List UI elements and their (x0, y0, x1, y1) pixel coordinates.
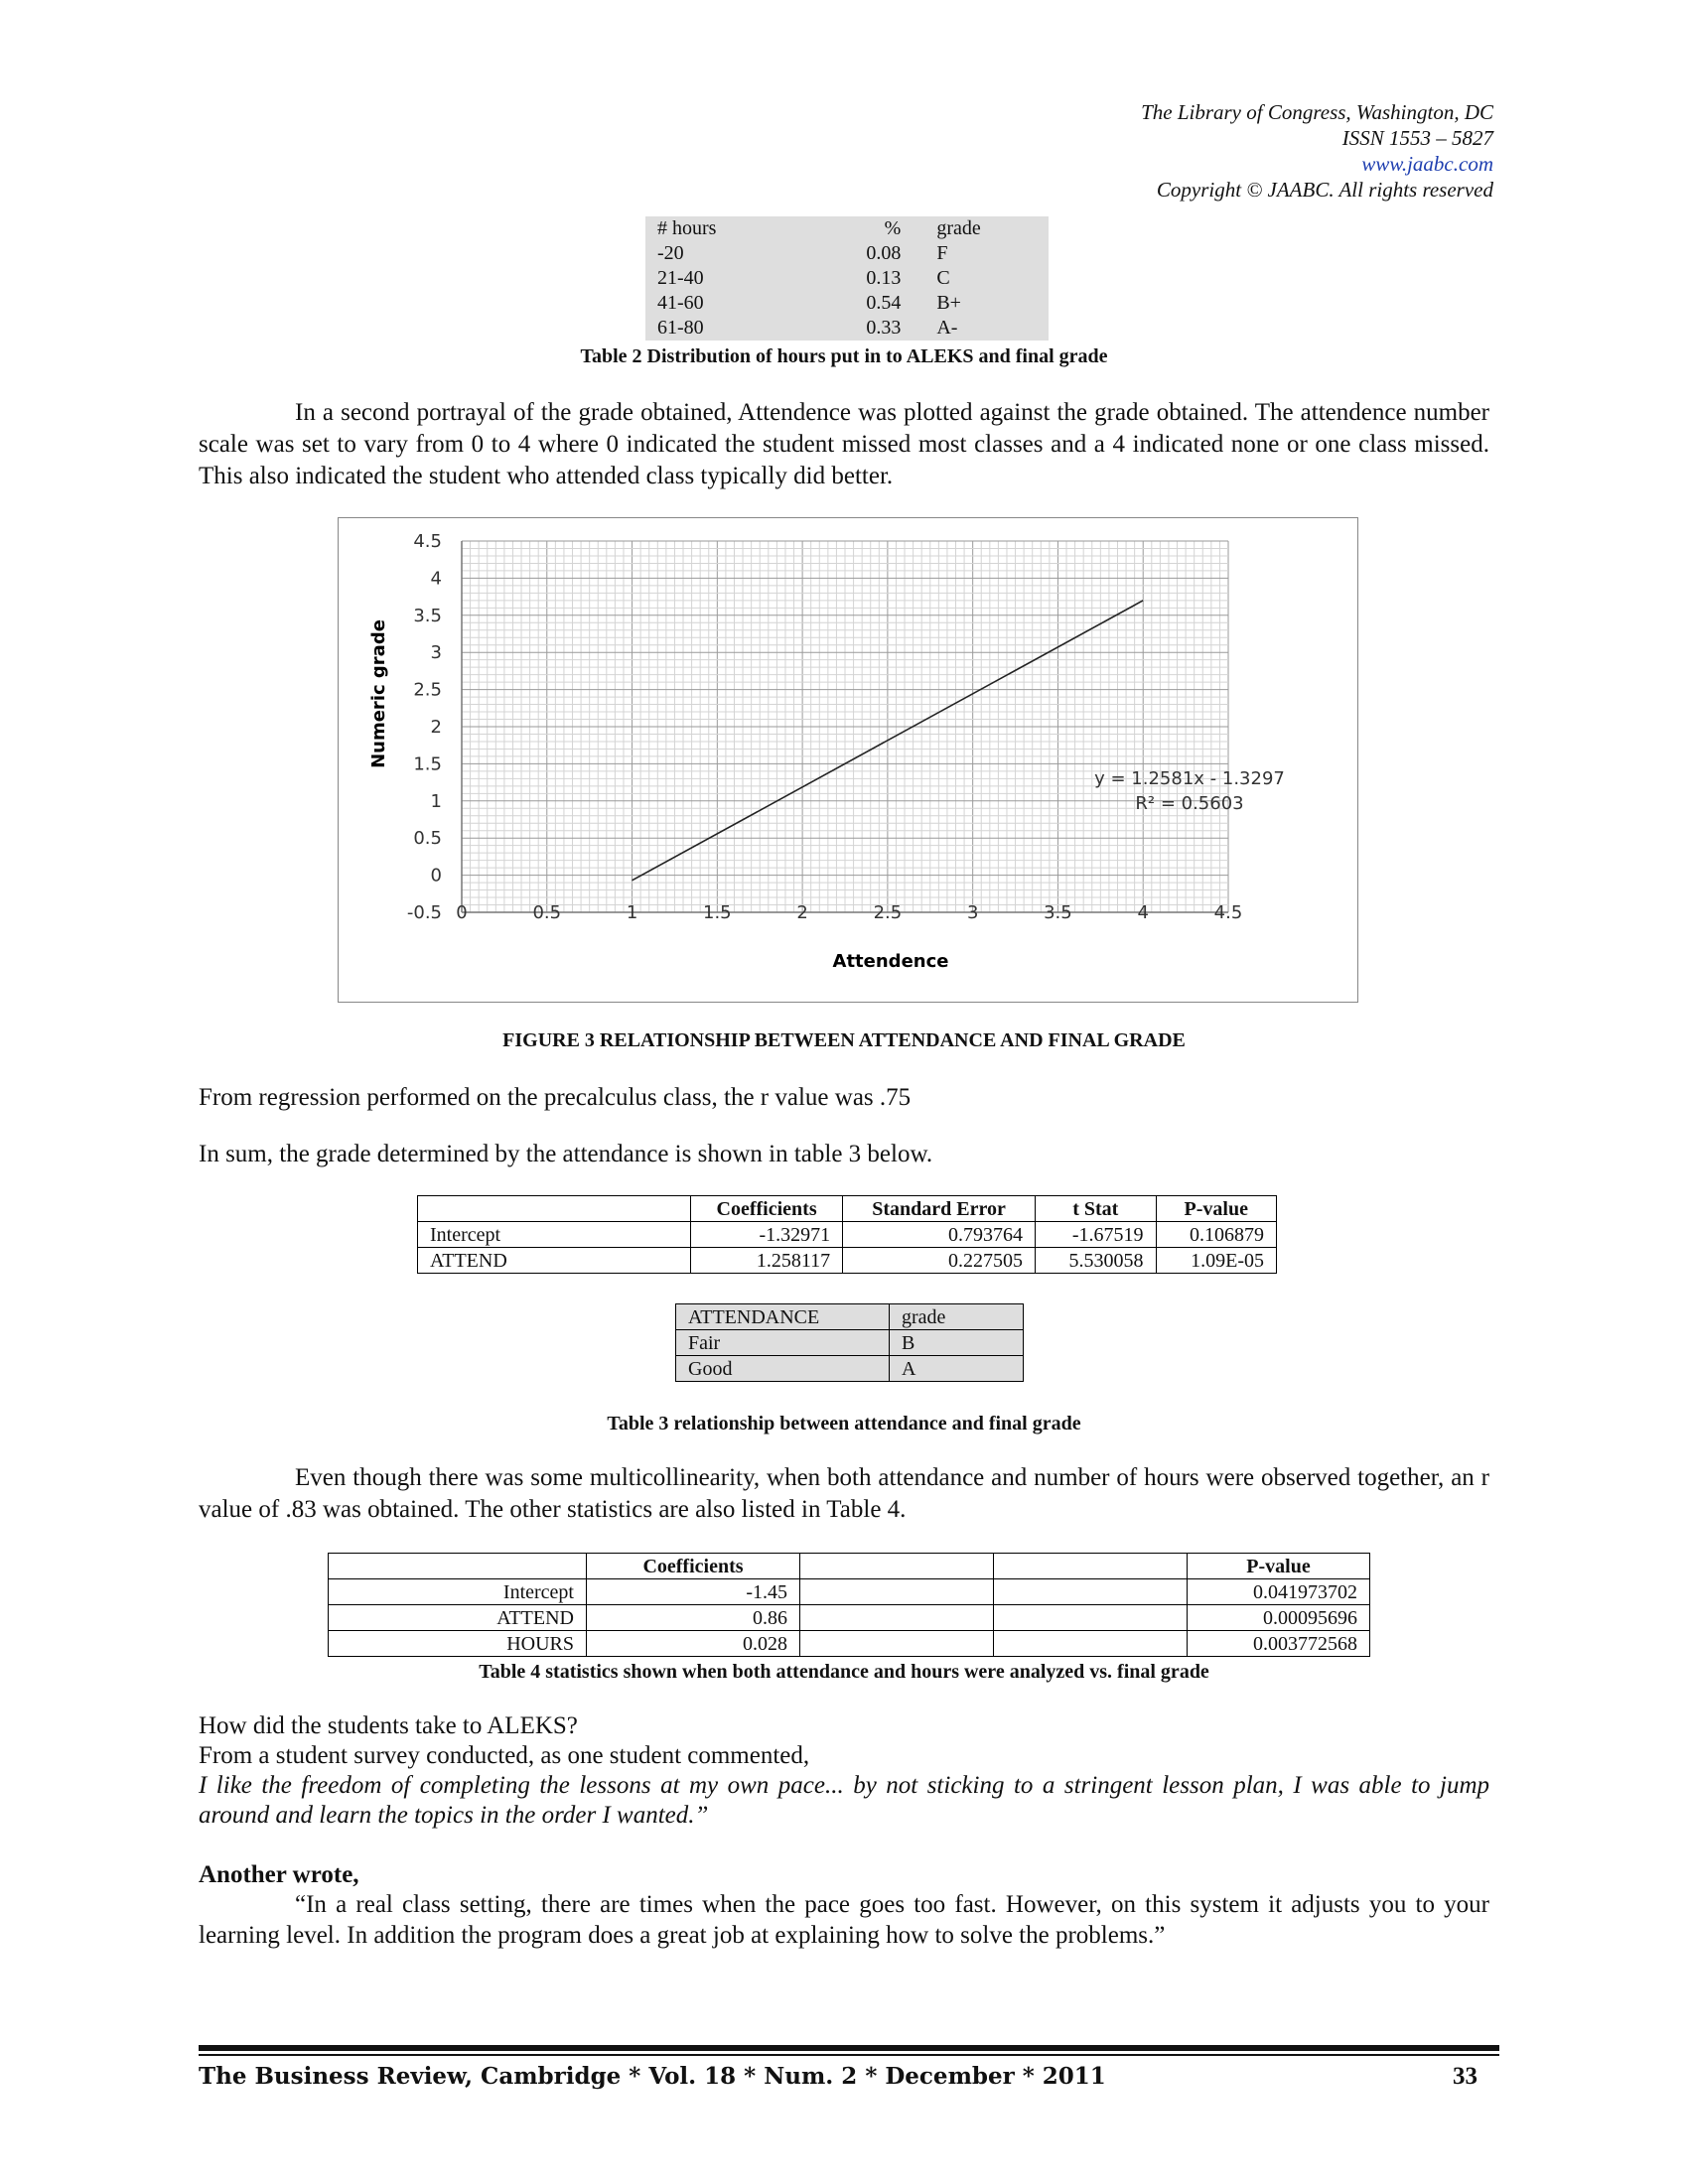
table-cell: -20 (657, 242, 684, 264)
table-cell (800, 1605, 994, 1631)
table-3-regression (417, 1195, 1277, 1274)
x-tick-label: 0.5 (532, 902, 562, 923)
table-header-cell: % (884, 217, 902, 239)
chart-grid (462, 541, 1228, 912)
table-4 (328, 1553, 1370, 1657)
table-cell: 1.258117 (691, 1248, 843, 1274)
table-header-cell (329, 1554, 587, 1579)
y-tick-label: 4 (430, 568, 442, 590)
table-2-caption: Table 2 Distribution of hours put in to ALEKS and final grade (580, 345, 1108, 367)
paragraph-in-sum: In sum, the grade determined by the attendance is shown in table 3 below. (199, 1141, 933, 1167)
table-cell: Intercept (418, 1222, 691, 1248)
table-cell: 0.54 (866, 292, 902, 314)
table-row (645, 216, 1049, 241)
table-cell: ATTEND (329, 1605, 587, 1631)
table-cell: 5.530058 (1036, 1248, 1156, 1274)
footer-rule (199, 2045, 1499, 2051)
table-row (329, 1631, 1370, 1657)
y-tick-label: 1 (430, 790, 442, 812)
y-tick-label: 0 (430, 865, 442, 887)
table-cell: Fair (676, 1330, 890, 1356)
x-tick-label: 2 (796, 902, 808, 923)
table-cell: 21-40 (657, 267, 704, 289)
table-header-cell: Coefficients (587, 1554, 800, 1579)
page-header (1141, 99, 1493, 203)
table-3-caption: Table 3 relationship between attendance and final grade (607, 1413, 1081, 1434)
x-tick-label: 4.5 (1213, 902, 1243, 923)
table-cell: C (936, 267, 950, 289)
table-row (418, 1248, 1277, 1274)
table-4-caption: Table 4 statistics shown when both attendance and hours were analyzed vs. final grade (479, 1661, 1209, 1683)
table-header-cell: grade (936, 217, 981, 239)
figure-3-caption: FIGURE 3 RELATIONSHIP BETWEEN ATTENDANCE AND FINAL GRADE (502, 1029, 1186, 1051)
table-2 (645, 216, 1049, 341)
table-cell: 41-60 (657, 292, 704, 314)
table-header-cell: Standard Error (843, 1196, 1036, 1222)
table-cell: F (936, 242, 948, 264)
table-cell: B+ (936, 292, 961, 314)
table-row (676, 1356, 1024, 1382)
paragraph-multicollinearity: Even though there was some multicollinearity, when both attendance and number of hours were observed together, an r value of .83 was obtained. The other statistics are also listed in Table 4. (199, 1464, 1489, 1523)
table-header-cell: P-value (1188, 1554, 1370, 1579)
y-tick-label: -0.5 (406, 902, 442, 923)
x-tick-label: 1 (626, 902, 638, 923)
x-tick-label: 0 (456, 902, 468, 923)
student-quote-2: “In a real class setting, there are times when the pace goes too fast. However, on this system it adjusts you to your learning level. In addition the program does a great job at explaining how to solve the problems.” (199, 1891, 1489, 1949)
table-cell: HOURS (329, 1631, 587, 1657)
trendline-equation: y = 1.2581x - 1.3297 (1094, 768, 1285, 789)
y-tick-label: 1.5 (413, 753, 442, 775)
survey-question: How did the students take to ALEKS? (199, 1712, 578, 1739)
table-cell: 0.028 (587, 1631, 800, 1657)
table-cell: -1.32971 (691, 1222, 843, 1248)
table-row (645, 316, 1049, 341)
y-tick-label: 4.5 (413, 531, 442, 552)
table-cell: Intercept (329, 1579, 587, 1605)
chart-svg (339, 518, 1357, 1002)
paragraph-regression-r: From regression performed on the precalculus class, the r value was .75 (199, 1084, 912, 1111)
table-cell (800, 1631, 994, 1657)
table-cell: 0.106879 (1156, 1222, 1276, 1248)
table-header-cell: # hours (657, 217, 717, 239)
header-issn: ISSN 1553 – 5827 (1341, 126, 1493, 150)
header-library: The Library of Congress, Washington, DC (1141, 100, 1493, 124)
y-tick-label: 3.5 (413, 605, 442, 626)
table-3-grades (675, 1303, 1024, 1382)
table-cell: 0.227505 (843, 1248, 1036, 1274)
y-tick-label: 2.5 (413, 679, 442, 701)
table-header-cell (418, 1196, 691, 1222)
table-row (645, 266, 1049, 291)
table-cell: 0.041973702 (1188, 1579, 1370, 1605)
table-row (645, 291, 1049, 316)
table-header-cell (800, 1554, 994, 1579)
header-website-link[interactable]: www.jaabc.com (1361, 152, 1493, 176)
table-cell: -1.45 (587, 1579, 800, 1605)
footer-journal: The Business Review, Cambridge * Vol. 18 * Num. 2 * December * 2011 (199, 2063, 1106, 2090)
table-header-cell: P-value (1156, 1196, 1276, 1222)
table-header-cell (994, 1554, 1188, 1579)
table-header-cell: Coefficients (691, 1196, 843, 1222)
table-row (676, 1330, 1024, 1356)
table-cell: grade (890, 1304, 1024, 1330)
table-cell: 1.09E-05 (1156, 1248, 1276, 1274)
table-cell: 0.33 (866, 317, 902, 339)
table-row (418, 1222, 1277, 1248)
table-cell: 61-80 (657, 317, 704, 339)
table-cell: 0.793764 (843, 1222, 1036, 1248)
student-quote-1: I like the freedom of completing the lessons at my own pace... by not sticking to a stringent lesson plan, I was able to jump around and learn the topics in the order I wanted.” (199, 1772, 1489, 1829)
table-cell: ATTENDANCE (676, 1304, 890, 1330)
survey-section (199, 1711, 1489, 1831)
table-cell: 0.003772568 (1188, 1631, 1370, 1657)
table-cell: A- (936, 317, 958, 339)
page-number: 33 (1453, 2063, 1477, 2090)
table-cell: -1.67519 (1036, 1222, 1156, 1248)
footer-rule-thin (199, 2054, 1499, 2056)
paragraph-attendence-intro: In a second portrayal of the grade obtained, Attendence was plotted against the grade obtained. The attendence number scale was set to vary from 0 to 4 where 0 indicated the student missed most classes and a 4 indicated none or one class missed. This also indicated the student who attended class typically did better. (199, 399, 1489, 489)
x-tick-label: 4 (1137, 902, 1149, 923)
table-cell (994, 1605, 1188, 1631)
figure-3-chart (338, 517, 1358, 1003)
x-tick-label: 3.5 (1044, 902, 1072, 923)
table-row (329, 1605, 1370, 1631)
y-tick-label: 3 (430, 642, 442, 664)
table-cell: 0.86 (587, 1605, 800, 1631)
survey-intro: From a student survey conducted, as one student commented, (199, 1742, 810, 1769)
y-axis-label: Numeric grade (368, 619, 389, 768)
table-cell (994, 1631, 1188, 1657)
table-cell: ATTEND (418, 1248, 691, 1274)
table-cell: A (890, 1356, 1024, 1382)
table-row (329, 1554, 1370, 1579)
table-row (418, 1196, 1277, 1222)
table-row (676, 1304, 1024, 1330)
y-tick-label: 2 (430, 717, 442, 738)
table-cell: B (890, 1330, 1024, 1356)
table-cell: 0.08 (866, 242, 902, 264)
table-cell: 0.00095696 (1188, 1605, 1370, 1631)
x-tick-label: 3 (966, 902, 979, 923)
table-cell (800, 1579, 994, 1605)
y-tick-label: 0.5 (413, 828, 442, 850)
x-tick-label: 2.5 (873, 902, 903, 923)
table-header-cell: t Stat (1036, 1196, 1156, 1222)
table-row (645, 241, 1049, 266)
x-axis-label: Attendence (832, 951, 949, 972)
another-wrote-heading: Another wrote, (199, 1861, 359, 1888)
r-squared-label: R² = 0.5603 (1135, 793, 1244, 814)
header-copyright: Copyright © JAABC. All rights reserved (1156, 178, 1493, 202)
table-cell: 0.13 (866, 267, 902, 289)
x-tick-label: 1.5 (703, 902, 732, 923)
table-cell: Good (676, 1356, 890, 1382)
table-row (329, 1579, 1370, 1605)
table-cell (994, 1579, 1188, 1605)
